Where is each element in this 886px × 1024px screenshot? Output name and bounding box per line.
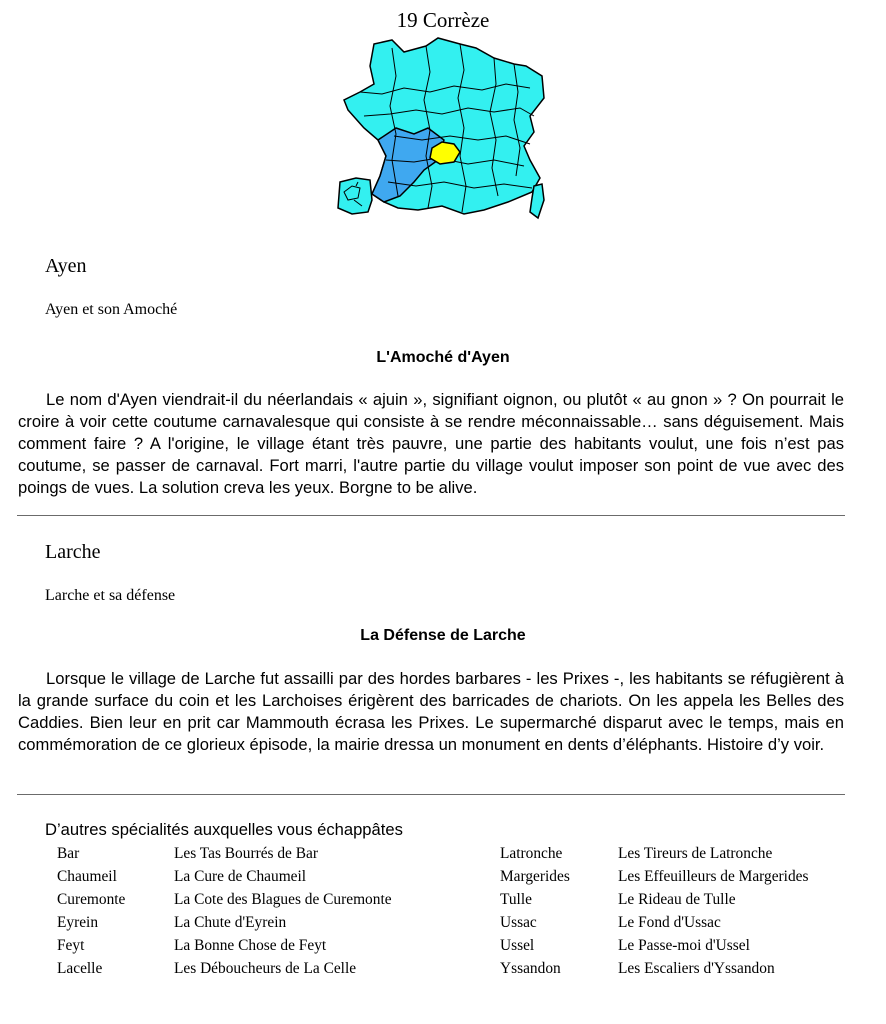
place-name: Latronche: [500, 845, 563, 862]
specialty-name: Les Tas Bourrés de Bar: [174, 845, 318, 862]
section-title-larche: Larche: [45, 541, 101, 563]
section-subtitle-ayen: Ayen et son Amoché: [45, 301, 178, 318]
specialty-name: Les Tireurs de Latronche: [618, 845, 773, 862]
section-title-ayen: Ayen: [45, 255, 87, 277]
specialty-name: Le Rideau de Tulle: [618, 891, 736, 908]
section-subtitle-larche: Larche et sa défense: [45, 587, 176, 604]
article-heading-ayen: L'Amoché d'Ayen: [376, 349, 510, 366]
place-name: Bar: [57, 845, 80, 862]
list-item: [57, 865, 457, 888]
specialty-name: La Cote des Blagues de Curemonte: [174, 891, 392, 908]
specialty-name: La Chute d'Eyrein: [174, 914, 287, 931]
list-item: [57, 934, 457, 957]
list-item: [500, 888, 880, 911]
france-map-graphic: [334, 36, 554, 228]
article-body-larche: Lorsque le village de Larche fut assailli par des hordes barbares - les Prixes -, les habitants se réfugièrent à la grande surface du coin et les Larchoises érigèrent des barricades de chariots. On les appela les Belles des Caddies. Bien leur en prit car Mammouth écrasa les Prixes. Le supermarché disparut avec le temps, mais en commémoration de ce glorieux épisode, la mairie dressa un monument en dents d’éléphants. Histoire d’y voir.: [18, 669, 844, 754]
list-item: [57, 911, 457, 934]
france-map: [334, 36, 554, 228]
place-name: Chaumeil: [57, 868, 117, 885]
specialty-name: La Cure de Chaumeil: [174, 868, 307, 885]
list-item: [57, 888, 457, 911]
article-body-ayen: Le nom d'Ayen viendrait-il du néerlandais « ajuin », signifiant oignon, ou plutôt « au gnon » ? On pourrait le croire à voir cette coutume carnavalesque qui consiste à se rendre méconnaissable… sans déguisement. Mais comment faire ? A l'origine, le village étant très pauvre, une partie des habitants voulut, une fois n’est pas coutume, se passer de carnaval. Fort marri, l'autre partie du village voulut imposer son point de vue avec des poings de vues. La solution creva les yeux. Borgne to be alive.: [18, 390, 844, 497]
specialty-name: Le Fond d'Ussac: [618, 914, 721, 931]
place-name: Eyrein: [57, 914, 99, 931]
list-item: [500, 842, 880, 865]
place-name: Lacelle: [57, 960, 103, 977]
others-list-left: [57, 842, 457, 980]
others-list-right: [500, 842, 880, 980]
specialty-name: Les Effeuilleurs de Margerides: [618, 868, 809, 885]
place-name: Ussel: [500, 937, 535, 954]
list-item: [500, 957, 880, 980]
page-title: 19 Corrèze: [396, 8, 490, 32]
list-item: [500, 934, 880, 957]
place-name: Yssandon: [500, 960, 561, 977]
article-heading-larche: La Défense de Larche: [360, 627, 526, 644]
place-name: Ussac: [500, 914, 537, 931]
list-item: [500, 865, 880, 888]
place-name: Margerides: [500, 868, 570, 885]
list-item: [500, 911, 880, 934]
place-name: Feyt: [57, 937, 85, 954]
others-title: D’autres spécialités auxquelles vous échappâtes: [45, 820, 403, 839]
section-divider: [17, 794, 845, 795]
section-divider: [17, 515, 845, 516]
list-item: [57, 957, 457, 980]
place-name: Tulle: [500, 891, 532, 908]
specialty-name: Les Escaliers d'Yssandon: [618, 960, 775, 977]
specialty-name: Le Passe-moi d'Ussel: [618, 937, 750, 954]
list-item: [57, 842, 457, 865]
specialty-name: Les Déboucheurs de La Celle: [174, 960, 357, 977]
place-name: Curemonte: [57, 891, 126, 908]
specialty-name: La Bonne Chose de Feyt: [174, 937, 327, 954]
